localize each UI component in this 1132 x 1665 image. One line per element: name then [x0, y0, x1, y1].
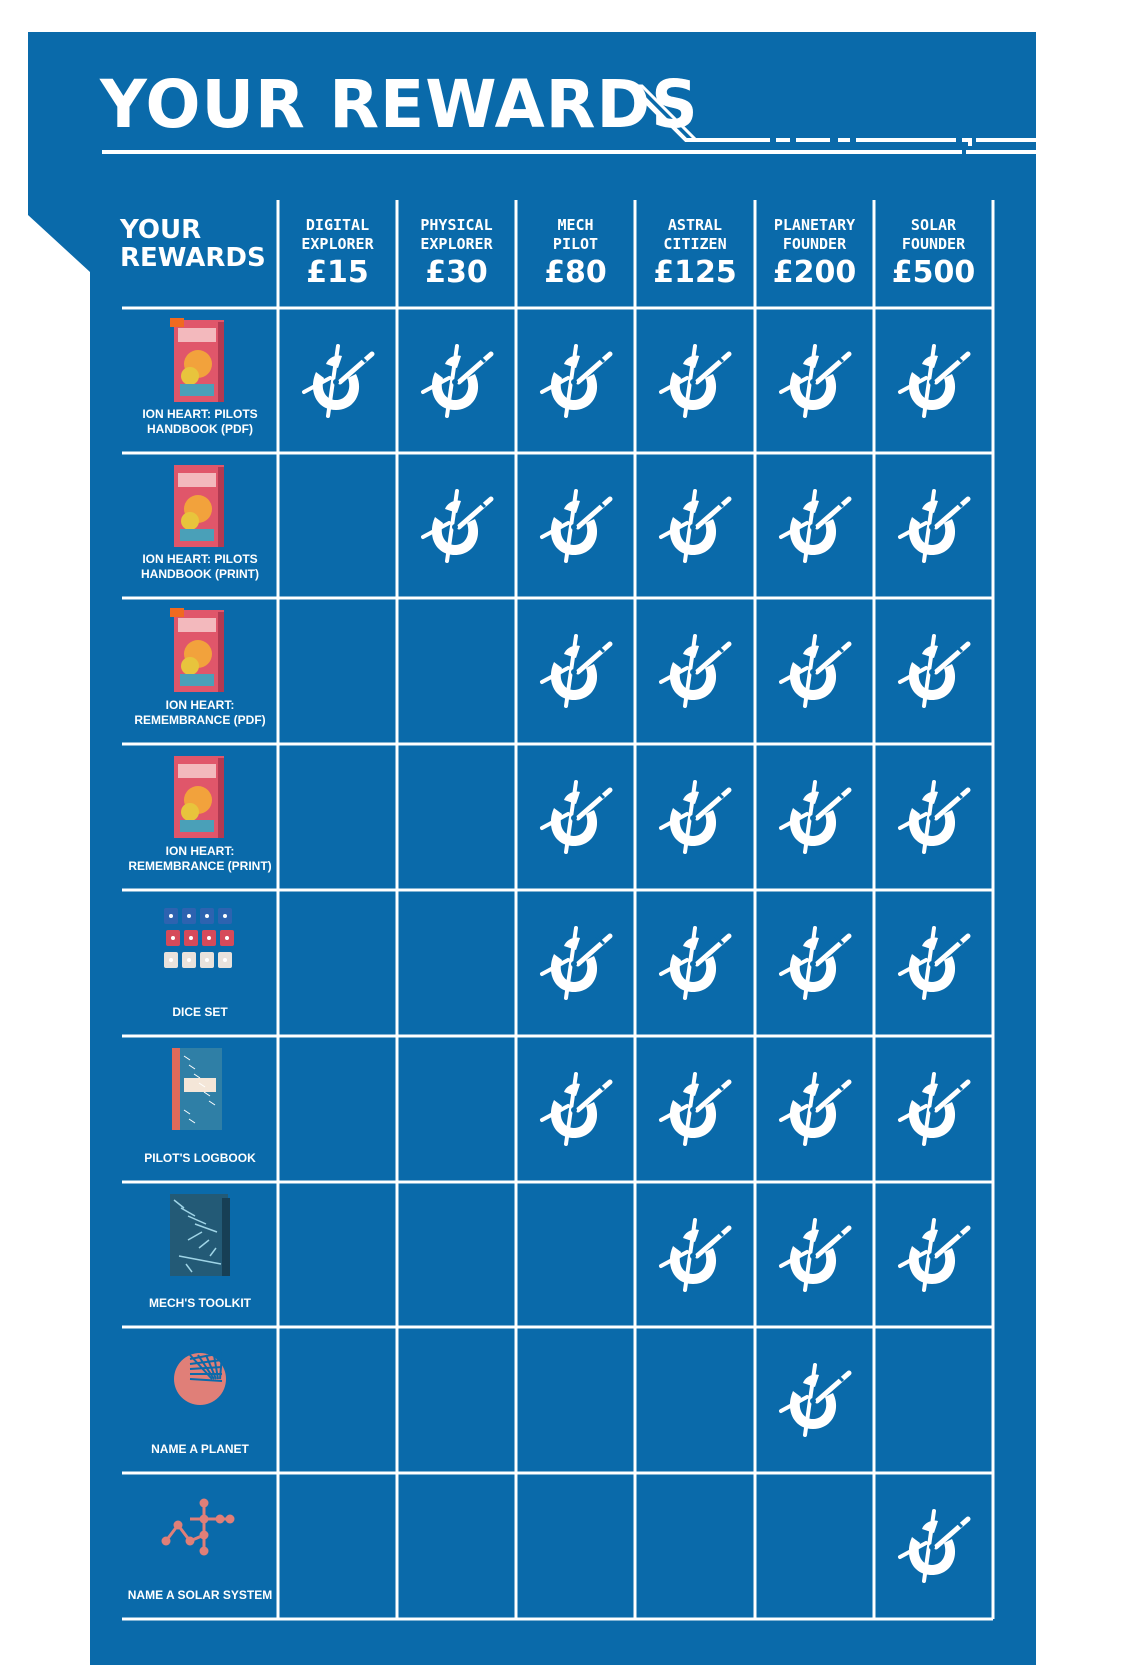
tier-name-line: FOUNDER — [782, 235, 847, 253]
reward-label — [122, 1442, 278, 1457]
toolkit-image — [160, 1190, 240, 1280]
reward-label — [122, 407, 278, 437]
check-icon — [536, 483, 616, 569]
reward-label-line: ION HEART: PILOTS — [142, 407, 258, 421]
tier-header — [280, 216, 396, 290]
tier-name-line: PILOT — [552, 235, 599, 253]
reward-label-line: NAME A PLANET — [151, 1442, 249, 1456]
tier-price: £15 — [306, 255, 369, 290]
book-cover-image — [160, 752, 240, 842]
check-icon — [775, 1212, 855, 1298]
check-icon — [775, 1357, 855, 1443]
reward-label-line: HANDBOOK (PDF) — [147, 422, 253, 436]
check-icon — [894, 774, 974, 860]
tier-name-line: FOUNDER — [901, 235, 966, 253]
check-icon — [536, 338, 616, 424]
check-icon — [775, 774, 855, 860]
check-icon — [775, 483, 855, 569]
check-icon — [536, 628, 616, 714]
check-icon — [775, 338, 855, 424]
reward-label — [122, 698, 278, 728]
tier-price: £200 — [772, 255, 857, 290]
reward-label — [122, 844, 278, 874]
tier-price: £80 — [544, 255, 607, 290]
reward-label — [122, 1296, 278, 1311]
dice-image — [160, 898, 240, 988]
tier-price: £30 — [425, 255, 488, 290]
tier-name-line: MECH — [557, 216, 594, 234]
reward-label — [122, 552, 278, 582]
check-icon — [775, 628, 855, 714]
check-icon — [894, 628, 974, 714]
check-icon — [894, 1066, 974, 1152]
reward-label-line: DICE SET — [172, 1005, 228, 1019]
check-icon — [655, 1066, 735, 1152]
check-icon — [417, 338, 497, 424]
tier-name-line: EXPLORER — [420, 235, 493, 253]
tier-header — [399, 216, 515, 290]
tier-name-line: SOLAR — [910, 216, 957, 234]
check-icon — [894, 483, 974, 569]
tier-name-line: DIGITAL — [305, 216, 370, 234]
solar-system-image — [160, 1481, 240, 1571]
check-icon — [655, 628, 735, 714]
tier-price: £500 — [891, 255, 976, 290]
check-icon — [298, 338, 378, 424]
check-icon — [536, 774, 616, 860]
check-icon — [894, 338, 974, 424]
check-icon — [655, 774, 735, 860]
reward-label — [122, 1151, 278, 1166]
check-icon — [417, 483, 497, 569]
reward-label-line: ION HEART: — [165, 698, 235, 712]
reward-label — [122, 1005, 278, 1020]
check-icon — [536, 1066, 616, 1152]
check-icon — [655, 920, 735, 1006]
book-cover-image — [160, 316, 240, 406]
page-title: YOUR REWARDS — [100, 66, 699, 143]
reward-label-line: ION HEART: — [165, 844, 235, 858]
reward-label — [122, 1588, 278, 1603]
check-icon — [536, 920, 616, 1006]
tier-name-line: PLANETARY — [773, 216, 856, 234]
tier-name-line: ASTRAL — [667, 216, 723, 234]
tier-name-line: EXPLORER — [301, 235, 374, 253]
planet-image — [160, 1335, 240, 1425]
check-icon — [775, 1066, 855, 1152]
tier-name-line: CITIZEN — [663, 235, 727, 253]
check-icon — [894, 920, 974, 1006]
check-icon — [775, 920, 855, 1006]
check-icon — [894, 1212, 974, 1298]
check-icon — [655, 1212, 735, 1298]
corner-label-line: REWARDS — [120, 243, 266, 273]
tier-header — [637, 216, 753, 290]
book-cover-image — [160, 606, 240, 696]
logbook-image — [160, 1044, 240, 1134]
tier-price: £125 — [653, 255, 737, 290]
reward-label-line: REMEMBRANCE (PDF) — [134, 713, 266, 727]
reward-label-line: MECH'S TOOLKIT — [149, 1296, 251, 1310]
reward-label-line: PILOT'S LOGBOOK — [144, 1151, 256, 1165]
book-cover-image — [160, 461, 240, 551]
check-icon — [655, 338, 735, 424]
reward-label-line: ION HEART: PILOTS — [142, 552, 258, 566]
corner-label-line: YOUR — [120, 215, 202, 245]
tier-header — [518, 216, 634, 290]
reward-label-line: REMEMBRANCE (PRINT) — [128, 859, 272, 873]
tier-name-line: PHYSICAL — [420, 216, 493, 234]
table-corner-label — [120, 216, 266, 272]
tier-header — [876, 216, 992, 290]
tier-header — [757, 216, 873, 290]
reward-label-line: HANDBOOK (PRINT) — [141, 567, 259, 581]
check-icon — [655, 483, 735, 569]
reward-label-line: NAME A SOLAR SYSTEM — [127, 1588, 273, 1602]
check-icon — [894, 1503, 974, 1589]
